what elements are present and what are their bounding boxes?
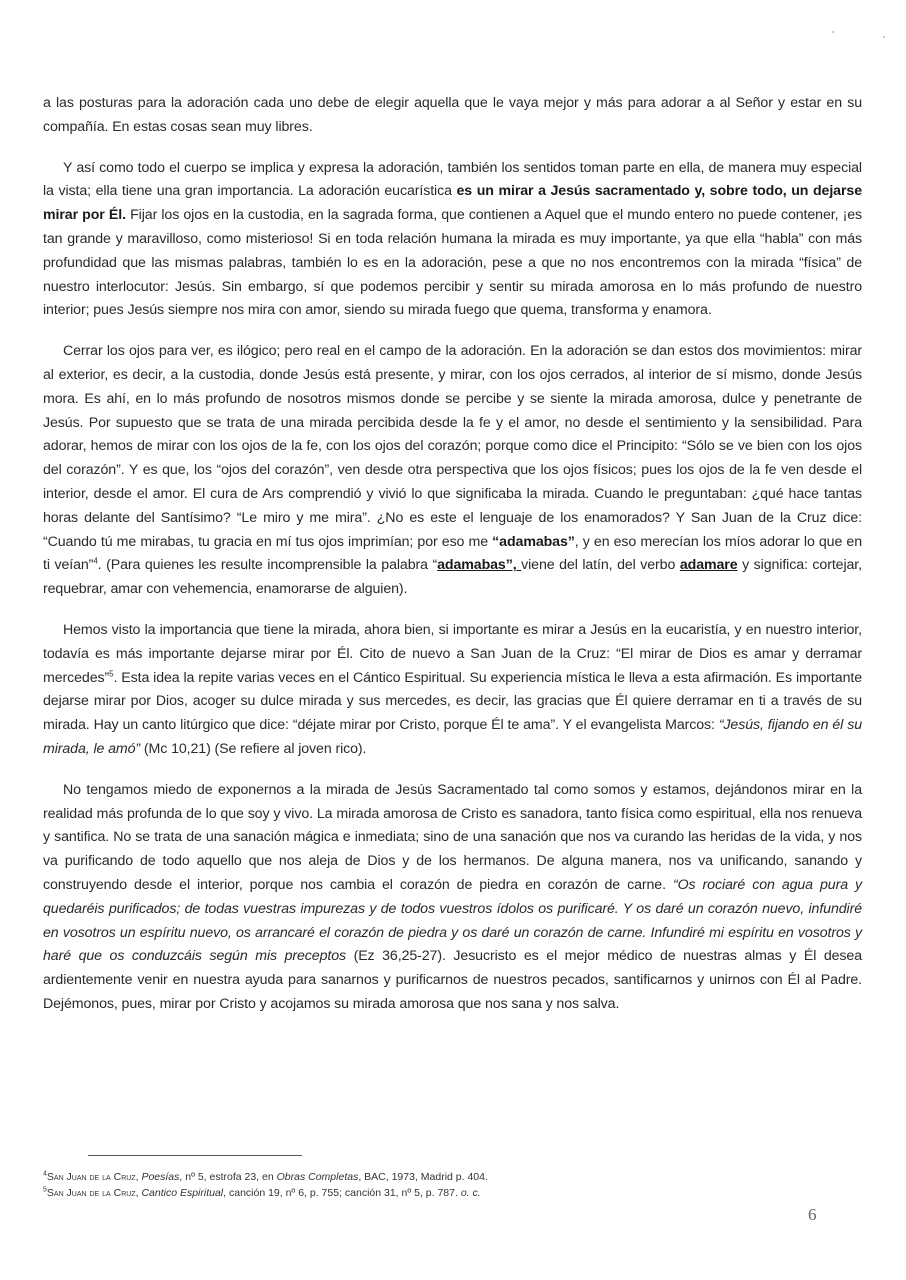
footnote-ref-5[interactable]: 5 [109, 668, 114, 678]
page-number: 6 [808, 1205, 817, 1224]
footnote-number: 5 [43, 1186, 47, 1194]
footnote-text: , BAC, 1973, Madrid p. 404. [358, 1171, 488, 1183]
document-body [43, 92, 862, 1034]
footnote-text: , [135, 1171, 142, 1183]
bold-underlined-term: adamabas”, [437, 557, 522, 574]
scan-speck [832, 31, 834, 33]
paragraph-text: Hemos visto la importancia que tiene la mirada, ahora bien, si importante es mirar a Jesús en la eucaristía, y en nuestro interior, todavía es más importante dejarse mirar por Él. Cito de nuevo a San Juan de la Cruz: “El mirar de Dios es amar y derramar mercedes” [43, 621, 862, 686]
paragraph-text: . Esta idea la repite varias veces en el Cántico Espiritual. Su experiencia mística le lleva a esta afirmación. Es importante dejarse mirar por Dios, acoger su dulce mirada y sus mercedes, es decir, las gracias que Él quiere derramar en ti a través de su mirada. Hay un canto litúrgico que dice: “déjate mirar por Cristo, porque Él te ama”. Y el evangelista Marcos: [43, 669, 862, 734]
paragraph-text: Fijar los ojos en la custodia, en la sagrada forma, que contienen a Aquel que el mundo entero no puede contener, ¡es tan grande y maravilloso, como misterioso! Si en toda relación humana la mirada es muy importante, ya que ella “habla” con más profundidad que las mismas palabras, también lo es en la adoración, pese a que no nos encontremos con la mirada “física” de nuestro interlocutor: Jesús. Sin embargo, sí que podemos percibir y sentir su mirada amorosa en lo más profundo de nuestro interior; pues Jesús siempre nos mira con amor, siendo su mirada fuego que quema, transforma y enamora. [43, 207, 863, 319]
paragraph-3 [43, 340, 862, 602]
italic-quote: “Jesús, fijando en él su mirada, le amó” [43, 717, 862, 757]
footnotes [43, 1169, 843, 1201]
paragraph-text: a las posturas para la adoración cada uno debe de elegir aquella que le vaya mejor y más para adorar a al Señor y estar en su compañía. En estas cosas sean muy libres. [43, 95, 862, 135]
scan-speck [883, 36, 885, 38]
paragraph-text: viene del latín, del verbo [521, 557, 680, 574]
paragraph-1 [43, 92, 862, 140]
footnote-text: , canción 19, nº 6, p. 755; canción 31, nº 5, p. 787. [223, 1187, 461, 1199]
paragraph-text: No tengamos miedo de exponernos a la mirada de Jesús Sacramentado tal como somos y estamos, dejándonos mirar en la realidad más profunda de lo que soy y vivo. La mirada amorosa de Cristo es sanadora, tanto física como espiritual, ella nos renueva y santifica. No se trata de una sanación mágica e inmediata; sino de una sanación que nos va curando las heridas de la vida, y nos va purificando de todo aquello que nos aleja de Dios y de los hermanos. De alguna manera, nos va unificando, sanando y construyendo desde el interior, porque nos cambia el corazón de piedra en corazón de carne. [43, 781, 862, 893]
footnote-text: , nº 5, estrofa 23, en [179, 1171, 277, 1183]
footnote-author: San Juan de la Cruz [46, 1187, 136, 1199]
footnote-ref-4[interactable]: 4 [93, 556, 98, 566]
paragraph-5 [43, 779, 862, 1017]
paragraph-text: , y en eso merecían los míos adorar lo que en ti veían” [43, 533, 862, 574]
footnote-4 [43, 1169, 843, 1185]
footnote-separator [88, 1155, 302, 1156]
paragraph-4 [43, 619, 862, 762]
footnote-author: San Juan de la Cruz [46, 1171, 136, 1183]
footnote-work-title: Obras Completas [276, 1171, 359, 1183]
paragraph-text: Y así como todo el cuerpo se implica y expresa la adoración, también los sentidos toman parte en ella, de manera muy especial la vista; ella tiene una gran importancia. La adoración eucarística [43, 159, 862, 200]
paragraph-text: . (Para quienes les resulte incomprensible la palabra “ [97, 557, 438, 574]
paragraph-2 [43, 157, 862, 324]
bold-emphasis: “adamabas” [492, 533, 575, 550]
footnote-work-title: Cantico Espiritual [141, 1187, 224, 1199]
footnote-5 [43, 1185, 843, 1201]
italic-quote: “Os rociaré con agua pura y quedaréis purificados; de todas vuestras impurezas y de todos vuestros ídolos os purificaré. Y os daré un corazón nuevo, infundiré en vosotros un espíritu nuevo, os arrancaré el corazón de piedra y os daré un corazón de carne. Infundiré mi espíritu en vosotros y haré que os conduzcáis según mis preceptos [43, 876, 863, 965]
bold-emphasis: es un mirar a Jesús sacramentado y, sobre todo, un dejarse mirar por Él. [43, 183, 862, 224]
paragraph-text: Cerrar los ojos para ver, es ilógico; pero real en el campo de la adoración. En la adoración se dan estos dos movimientos: mirar al exterior, es decir, a la custodia, donde Jesús está presente, y mirar, con los ojos cerrados, al interior de sí mismo, donde Jesús mora. Es ahí, en lo más profundo de nosotros mismos donde se percibe y se siente la mirada amorosa, dulce y penetrante de Jesús. Por supuesto que se trata de una mirada percibida desde la fe y el amor, no desde el sentimiento y la sensibilidad. Para adorar, hemos de mirar con los ojos de la fe, con los ojos del corazón; porque como dice el Principito: “Sólo se ve bien con los ojos del corazón”. Y es que, los “ojos del corazón”, ven desde otra perspectiva que los ojos físicos; pues los ojos de la fe ven desde el interior, desde el amor. El cura de Ars comprendió y vivió lo que significaba la mirada. Cuando le preguntaban: ¿qué hace tantas horas delante del Santísimo? “Le miro y me mira”. ¿No es este el lenguaje de los enamorados? Y San Juan de la Cruz dice: “Cuando tú me mirabas, tu gracia en mí tus ojos imprimían; por eso me [43, 343, 862, 550]
footnote-work-title: o. c. [460, 1187, 481, 1199]
footnote-work-title: Poesías [141, 1171, 180, 1183]
paragraph-text: (Mc 10,21) (Se refiere al joven rico). [140, 740, 367, 757]
paragraph-text: y significa: cortejar, requebrar, amar con vehemencia, enamorarse de alguien). [43, 557, 862, 598]
footnote-text: , [135, 1187, 142, 1199]
paragraph-text: (Ez 36,25-27). Jesucristo es el mejor médico de nuestras almas y Él desea ardientemente venir en nuestra ayuda para sanarnos y purificarnos de nuestros pecados, santificarnos y unirnos con Él al Padre. Dejémonos, pues, mirar por Cristo y acojamos su mirada amorosa que nos sana y nos salva. [43, 948, 862, 1012]
footnote-number: 4 [43, 1170, 47, 1178]
bold-underlined-term: adamare [679, 557, 738, 574]
